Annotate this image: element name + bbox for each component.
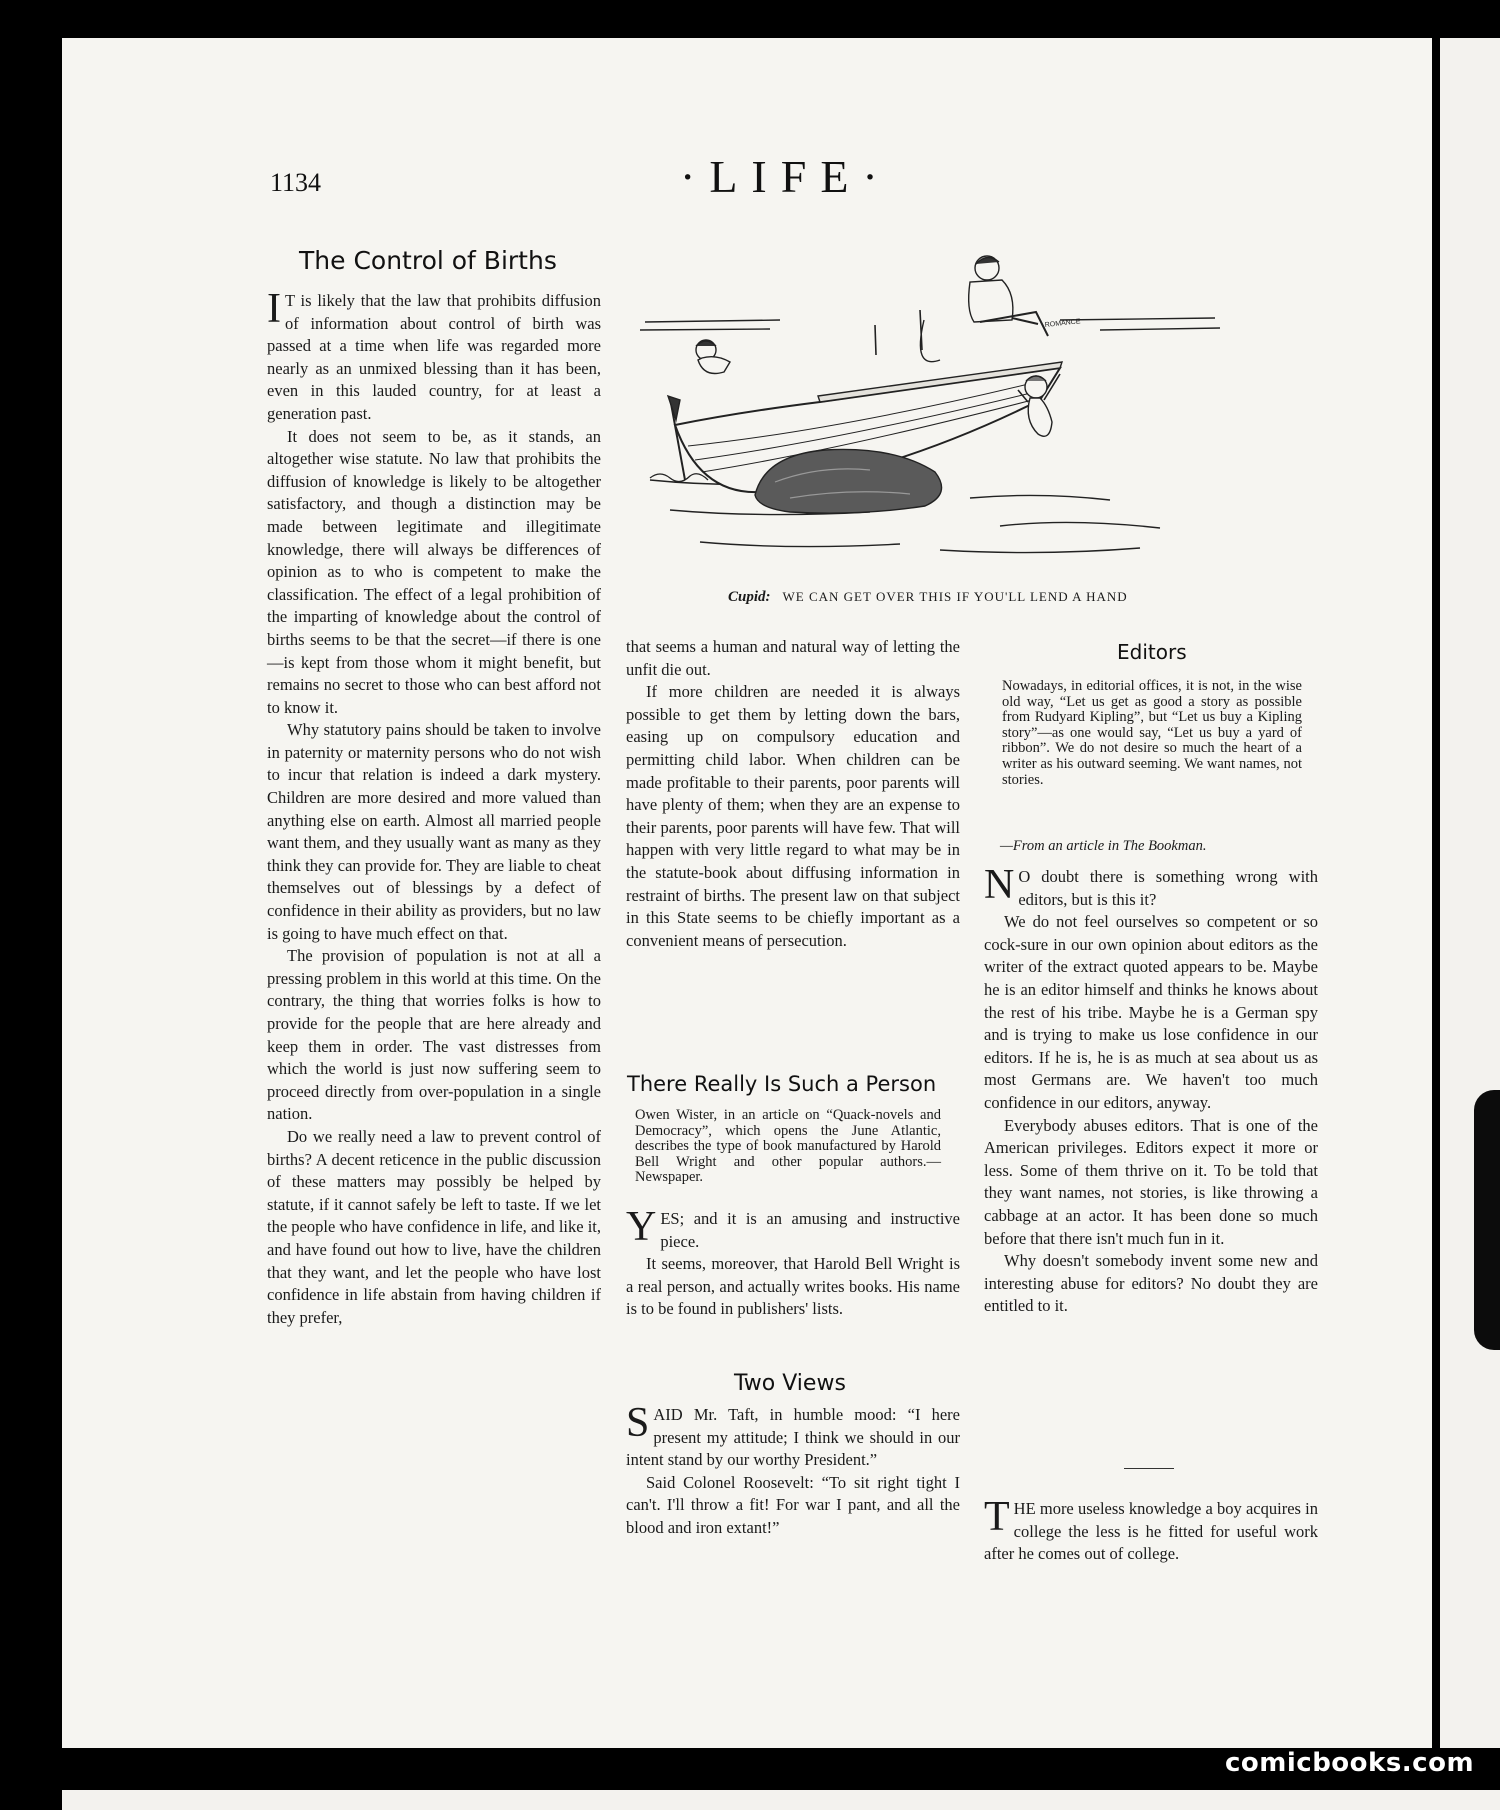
such-a-person-body — [626, 1204, 960, 1321]
article-title-such-a-person: There Really Is Such a Person — [627, 1072, 937, 1096]
paragraph: Why statutory pains should be taken to involve in paternity or maternity persons who do not wish to incur that relation is indeed a dark mystery. Children are more desired and more valued than anything else on earth. Almost all married people want them, and they usually want as many as they think they can provide for. They are liable to cheat themselves out of blessings by a defect of confidence in their ability as providers, but no law is going to have much effect on that. — [267, 720, 601, 943]
paragraph: Do we really need a law to prevent control of births? A decent reticence in the public discussion of these matters may possibly be helped by statute, if it cannot safely be left to taste. If we let the people who have confidence in life, and like it, and have found out how to live, have the children that they want, and let the people who have lost confidence in life abstain from having children if they prefer, — [267, 1126, 602, 1327]
cupid-boat-illustration — [640, 250, 1220, 580]
cupid-body — [1028, 398, 1052, 436]
column-1 — [267, 286, 602, 1329]
horizon-line — [645, 318, 1215, 322]
adjacent-page-artwork — [1474, 1090, 1500, 1350]
watermark: comicbooks.com — [1225, 1748, 1475, 1778]
drop-cap: N — [984, 862, 1015, 908]
page-number: 1134 — [270, 168, 322, 197]
adjacent-page-edge — [1440, 38, 1500, 1748]
paragraph: If more children are needed it is always possible to get them by letting down the bars, easing up on compulsory education and permitting child labor. When children can be made profitable to their parents, poor parents will have plenty of them; when they are an expense to their parents, poor parents will have few. That will happen with very little regard to what may be in the statute-book about diffusing information in restraint of births. The present law on that subject in this State seems to be chiefly important as a convenient means of persecution. — [626, 682, 960, 950]
next-page-strip — [62, 1790, 1500, 1810]
paragraph: Said Colonel Roosevelt: “To sit right tight I can't. I'll throw a fit! For war I pant, and all the blood and iron extant!” — [626, 1472, 960, 1537]
paragraph: I T is likely that the law that prohibits diffusion of information about control of birth was passed at a time when life was regarded more nearly as an unmixed blessing than it has been, even in this lauded country, for at least a generation past. — [267, 286, 601, 423]
useless-knowledge-paragraph — [984, 1494, 1318, 1566]
paragraph: that seems a human and natural way of letting the unfit die out. — [626, 637, 960, 679]
man-body — [969, 280, 1013, 322]
column-2 — [626, 636, 960, 952]
paragraph: We do not feel ourselves so competent or so cock-sure in our own opinion about editors as the writer of the extract quoted appears to be. Maybe he is an editor himself and thinks he knows about the rest of his tribe. Maybe he is a German spy and is trying to make us lose confidence in our editors. If he is, he is as much at sea about us as most Germans are. We haven't too much confidence in our editors, anyway. — [984, 912, 1318, 1112]
paragraph: Why doesn't somebody invent some new and interesting abuse for editors? No doubt they are entitled to it. — [984, 1251, 1318, 1316]
paragraph: The provision of population is not at all a pressing problem in this world at this time. On the contrary, the thing that worries folks is how to provide for the people that are here already and keep them in order. The vast distresses from which the world is just now suffering seem to proceed directly from over-population in a single nation. — [267, 946, 601, 1124]
epigraph-such-a-person: Owen Wister, in an article on “Quack-novels and Democracy”, which opens the June Atlantic, describes the type of book manufactured by Harold Bell Wright and other popular authors.—Newspaper. — [635, 1107, 941, 1186]
paragraph: Everybody abuses editors. That is one of the American privileges. Editors expect it more or less. Some of them thrive on it. To be told that they want names, not stories, is like throwing a cabbage at an actor. It has been done so much before that there isn't much fun in it. — [984, 1115, 1318, 1248]
article-title-editors: Editors — [1117, 640, 1187, 664]
paragraph: It seems, moreover, that Harold Bell Wright is a real person, and actually writes books. His name is to be found in publishers' lists. — [626, 1254, 960, 1319]
drop-cap: I — [267, 286, 281, 332]
paragraph: THE more useless knowledge a boy acquires in college the less is he fitted for useful work after he comes out of college. — [984, 1494, 1318, 1564]
article-title-control-of-births: The Control of Births — [299, 246, 557, 275]
section-divider — [1124, 1468, 1174, 1469]
paragraph: YES; and it is an amusing and instructive piece. — [626, 1204, 960, 1251]
two-views-body — [626, 1400, 960, 1540]
paragraph: SAID Mr. Taft, in humble mood: “I here present my attitude; I think we should in our intent stand by our worthy President.” — [626, 1400, 960, 1470]
drop-cap: Y — [626, 1204, 657, 1250]
epigraph-editors: Nowadays, in editorial offices, it is not, in the wise old way, “Let us get as good a story as possible from Rudyard Kipling”, but “Let us buy a Kipling story”—as one would say, “Let us buy a yard of ribbon”. We do not desire so much the heart of a writer as his outward seeming. We want names, not stories. — [1002, 678, 1302, 788]
caption-text: WE CAN GET OVER THIS IF YOU'LL LEND A HAND — [782, 589, 1128, 604]
article-title-two-views: Two Views — [734, 1371, 846, 1396]
caption-speaker: Cupid: — [728, 589, 771, 605]
masthead: ·LIFE· — [680, 151, 892, 202]
illustration-caption — [728, 589, 1128, 606]
boat-name: ROMANCE — [1044, 318, 1081, 329]
drop-cap: T — [984, 1494, 1010, 1540]
epigraph-attribution: —From an article in The Bookman. — [1000, 838, 1207, 854]
drop-cap: S — [626, 1400, 650, 1446]
editors-body — [984, 862, 1318, 1318]
paragraph: N O doubt there is something wrong with editors, but is this it? — [984, 862, 1318, 909]
paragraph: It does not seem to be, as it stands, an altogether wise statute. No law that prohibits the diffusion of knowledge is likely to be altogether satisfactory, and though a distinction may be made between legitimate and illegitimate knowledge, there will always be differences of opinion as to who is competent to make the classification. The effect of a legal prohibition of the imparting of knowledge about the control of births seems to be that the secret—if there is one—is kept from those whom it might benefit, but remains no secret to those who can best afford not to know it. — [267, 426, 601, 717]
